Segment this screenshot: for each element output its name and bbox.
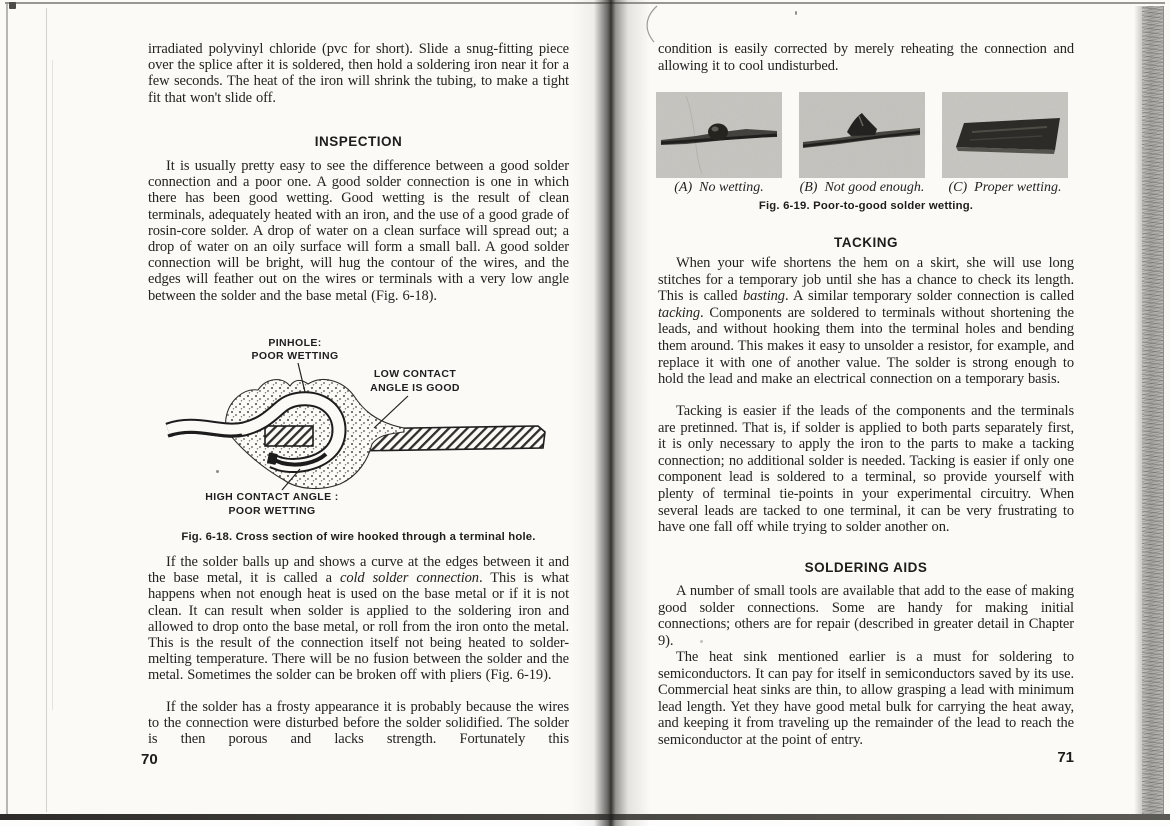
paragraph-segment: If the solder has a frosty appearance it is probably because the wires to the connection were disturbed before the solder solidified. The solder is then porous and lacks strength. Fortunately this — [148, 699, 569, 748]
page-edges-texture — [1142, 6, 1164, 814]
scan-left-edge — [6, 2, 8, 818]
paragraph-segment: condition is easily corrected by merely reheating the connection and allowing it to cool undisturbed. — [658, 41, 1074, 74]
soldering-aids-heading: SOLDERING AIDS — [804, 560, 928, 575]
terminal-cross-section — [265, 426, 313, 446]
paragraph-segment: . This is what happens when not enough heat is used on the base metal or if it is not clean. It can result when solder is applied to the soldering iron and allowed to drop onto the base metal, or roll from the iron onto the metal. This is the result of the connection itself not being heated to solder-melting temperature. There will be no fusion between the solder and the metal. Sometimes the solder can be broken off with pliers (Fig. 6-19). — [148, 570, 569, 684]
low-contact-label: LOW CONTACT — [373, 368, 457, 380]
paragraph-segment: When your wife shortens the hem on a skirt, she will use long stitches for a temporary job until she has a chance to check its length. This is called — [658, 255, 1074, 305]
pinhole-label: POOR WETTING — [251, 350, 339, 362]
paragraph-segment: It is usually pretty easy to see the difference between a good solder connection and a poor one. A good solder connection is one in which there has been good wetting. Good wetting is the result of clean terminals, adequately heated with an iron, and the use of a good grade of rosin-core solder. A drop of water on a clean surface will spread out; a drop of water on an oily surface will form a small ball. A good solder connection will be bright, will hug the contour of the wires, and the edges will feather out on the wires or terminals with a very low angle between the solder and the base metal (Fig. 6-18). — [148, 158, 569, 304]
photo-tag: (A) — [674, 180, 693, 195]
figure-6-18-caption: Fig. 6-18. Cross section of wire hooked through a terminal hole. — [181, 531, 536, 543]
paragraph-segment: The heat sink mentioned earlier is a must for soldering to semiconductors. It can pay for itself in semiconductors saved by its use. Commercial heat sinks are thin, to allow grasping a lead with minimum lead length. Yet they have good metal bulk for carrying the heat away, and keeping it from traveling up the remainder of the lead to reach the semiconductor at the point of entry. — [658, 649, 1074, 748]
paragraph-segment: Tacking is easier if the leads of the components and the terminals are pretinned. That is, if solder is applied to both parts separately first, it is only necessary to apply the iron to the parts to make a tacking connection; no additional solder is needed. Tacking is easier if only one component lead is soldered to a terminal, so provide yourself with plenty of terminal tie-points in your experimental circuitry. When several leads are tacked to one terminal, it can be very frustrating to have one fall off while trying to solder another on. — [658, 403, 1074, 536]
underlying-page-edge-line — [46, 8, 47, 812]
high-contact-label: POOR WETTING — [228, 505, 316, 517]
tacking-paragraph-1 — [658, 255, 1074, 388]
solder-ball-highlight — [712, 127, 719, 132]
high-contact-label: HIGH CONTACT ANGLE : — [205, 491, 339, 503]
continuation-paragraph — [658, 41, 1074, 74]
photo-tag: (B) — [799, 180, 818, 195]
photo-no-wetting — [656, 92, 782, 178]
page-number-left: 70 — [141, 751, 158, 768]
corner-mark — [9, 2, 16, 9]
page-edge-shadow — [1134, 6, 1142, 814]
italic-term: tacking — [658, 304, 700, 321]
paragraph-segment: If the solder balls up and shows a curve at the edges between it and the base metal, it is called a — [148, 554, 569, 587]
paragraph-segment: A number of small tools are available that add to the ease of making good solder connections. Some are handy for making initial connections; others are for repair (described in greater detail in Chapter 9). — [658, 583, 1074, 649]
figure-6-19-photos — [656, 92, 1070, 178]
figure-6-19-caption: Fig. 6-19. Poor-to-good solder wetting. — [758, 200, 974, 212]
tacking-heading: TACKING — [834, 235, 898, 250]
figure-6-19-photo-labels — [656, 180, 1070, 196]
frosty-paragraph — [148, 699, 569, 748]
solder-ball — [708, 124, 728, 141]
left-page — [141, 0, 569, 826]
figure-6-18-drawing — [86, 330, 566, 532]
photo-label-c — [942, 180, 1068, 196]
solder-sheet — [956, 118, 1060, 150]
soldering-aids-paragraph-2 — [658, 649, 1074, 749]
underlying-page-edge-line — [52, 60, 53, 710]
continuation-paragraph — [148, 41, 569, 106]
low-contact-label: ANGLE IS GOOD — [370, 382, 460, 394]
photo-label-text: No wetting. — [699, 180, 764, 195]
paragraph-segment: irradiated polyvinyl chloride (pvc for short). Slide a snug-fitting piece over the splice after it is soldered, then hold a soldering iron near it for a few seconds. The heat of the iron will shrink the tubing, to make a tight fit that won't slide off. — [148, 41, 569, 106]
photo-proper-wetting — [942, 92, 1068, 178]
paragraph-segment: . Components are soldered to terminals without shortening the leads, and without hooking them into the terminal holes and bending them around. This makes it easy to unsolder a resistor, for example, and replace it with one of another value. The solder is strong enough to hold the lead and make an electrical connection on a temporary basis. — [658, 304, 1074, 388]
paragraph-segment: . A similar temporary solder connection is called — [784, 288, 1074, 305]
photo-tag: (C) — [948, 180, 968, 195]
book-spine-shadow — [572, 0, 650, 826]
pinhole-label: PINHOLE: — [268, 337, 322, 349]
photo-label-text: Not good enough. — [824, 180, 925, 195]
italic-term: cold solder connection — [340, 570, 479, 587]
photo-label-text: Proper wetting. — [974, 180, 1062, 195]
right-page — [658, 0, 1074, 826]
inspection-paragraph — [148, 158, 569, 304]
italic-term: basting — [742, 288, 785, 305]
inspection-heading: INSPECTION — [314, 134, 403, 149]
soldering-aids-paragraph-1 — [658, 583, 1074, 649]
tacking-paragraph-2 — [658, 403, 1074, 536]
photo-label-a — [656, 180, 782, 196]
leader-line-low-contact — [374, 396, 408, 428]
page-number-right: 71 — [1057, 749, 1074, 766]
cold-solder-paragraph — [148, 554, 569, 684]
photo-not-good-enough — [799, 92, 925, 178]
photo-label-b — [799, 180, 925, 196]
